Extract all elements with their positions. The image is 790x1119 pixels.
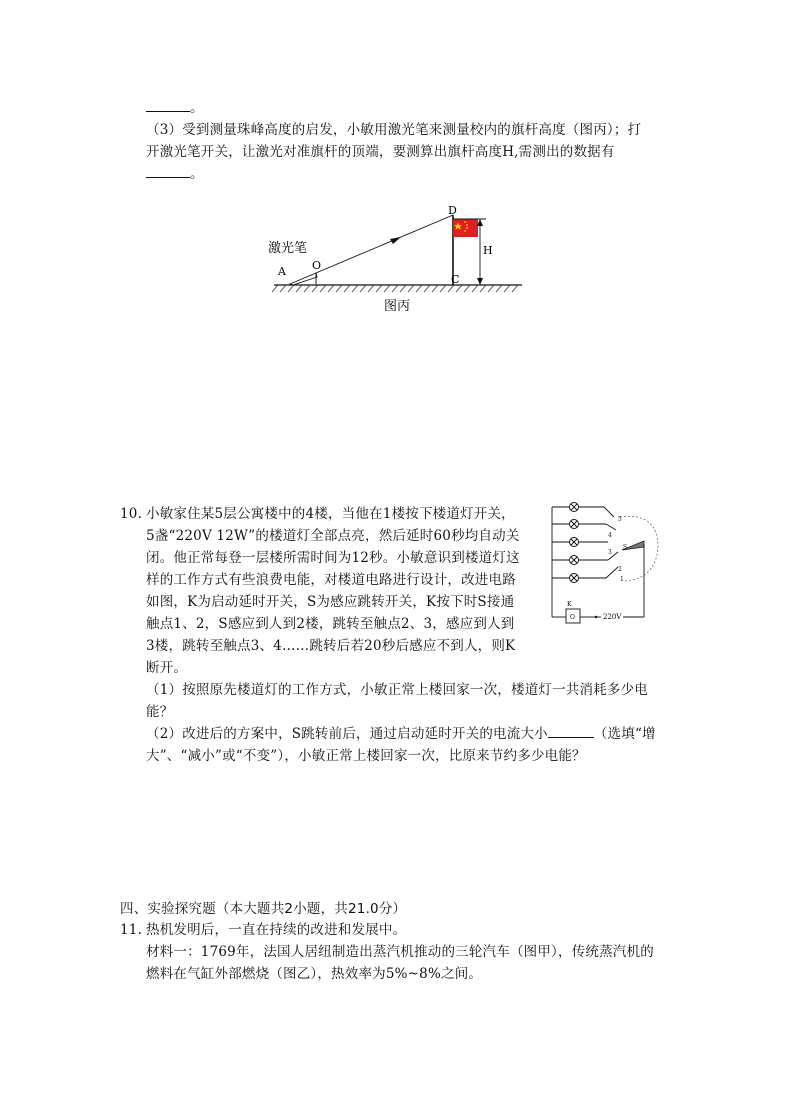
q11-line3: 燃料在气缸外部燃烧（图乙），热效率为5%~8%之间。 (146, 966, 483, 982)
q10-sub1-line1: （1）按照原先楼道灯的工作方式，小敏正常上楼回家一次，楼道灯一共消耗多少电 (146, 682, 648, 698)
height-H-label: H (483, 244, 493, 257)
contact-label: 2 (618, 566, 622, 573)
point-D-label: D (448, 204, 457, 217)
point-A-label: A (278, 265, 286, 278)
beam-arrow-icon (390, 237, 401, 244)
q10-stem-line: 闭。他正常每登一层楼所需时间为12秒。小敏意识到楼道灯这 (146, 550, 520, 566)
switch-K-label: K (567, 601, 572, 608)
q10-sub2-line2: 大”、“减小”或“不变”），小敏正常上楼回家一次，比原来节约多少电能？ (146, 748, 586, 764)
answer-blank[interactable] (146, 163, 190, 178)
q11-line1: 热机发明后，一直在持续的改进和发展中。 (146, 922, 407, 938)
lamp-icon (570, 538, 579, 547)
answer-blank-line: 。 (146, 97, 204, 119)
laser-pen-label: 激光笔 (268, 241, 308, 256)
q10-number: 10. (120, 506, 143, 522)
section-heading: 四、实验探究题（本大题共2小题，共21.0分） (120, 901, 407, 917)
q11-number: 11. (120, 922, 143, 938)
q9-part3-answer-line: 。 (146, 163, 204, 185)
contact-label: 4 (608, 532, 612, 539)
contact-label: 5 (618, 516, 622, 523)
switch-S-label: S (623, 544, 628, 551)
lamp-icon (570, 503, 579, 512)
stair-light-circuit-figure (548, 497, 670, 627)
q10-stem-line: 如图，K为启动延时开关，S为感应跳转开关，K按下时S接通 (146, 594, 515, 610)
q10-stem-line: 小敏家住某5层公寓楼中的4楼，当他在1楼按下楼道灯开关， (146, 506, 515, 522)
q10-stem-line: 5盏“220V 12W”的楼道灯全部点亮，然后延时60秒均自动关 (146, 528, 520, 544)
q10-stem-line: 触点1、2，S感应到人到2楼，跳转至触点2、3，感应到人到 (146, 616, 515, 632)
voltage-label: 220V (603, 613, 622, 621)
laser-pen-icon (290, 273, 317, 285)
lamp-icon (570, 574, 579, 583)
contact-label: 1 (620, 576, 624, 583)
q10-stem-line: 样的工作方式有些浪费电能，对楼道电路进行设计，改进电路 (146, 572, 516, 588)
svg-text:O: O (570, 614, 575, 621)
ground-hatching (272, 285, 518, 292)
figure-caption: 图丙 (384, 299, 411, 314)
q11-line2: 材料一：1769年，法国人居纽制造出蒸汽机推动的三轮汽车（图甲），传统蒸汽机的 (146, 944, 654, 960)
flagpole-figure (260, 200, 530, 318)
q9-part3-line2: 开激光笔开关，让激光对准旗杆的顶端，要测算出旗杆高度H,需测出的数据有 (146, 144, 615, 160)
point-C-label: C (451, 273, 460, 286)
lamp-icon (570, 556, 579, 565)
q10-stem-line: 断开。 (146, 660, 188, 676)
q9-part3-line1: （3）受到测量珠峰高度的启发，小敏用激光笔来测量校内的旗杆高度（图丙）；打 (146, 122, 642, 138)
lamp-icon (570, 520, 579, 529)
answer-blank[interactable] (146, 97, 190, 112)
point-O-label: O (312, 259, 322, 272)
laser-beam (316, 215, 453, 273)
q10-sub1-line2: 能？ (146, 704, 174, 720)
contact-label: 3 (608, 549, 612, 556)
q10-sub2-line1: （2）改进后的方案中，S跳转前后，通过启动延时开关的电流大小 （选填“增 (146, 723, 656, 745)
answer-blank[interactable] (548, 723, 594, 738)
q10-stem-line: 3楼，跳转至触点3、4……跳转后若20秒后感应不到人，则K (146, 638, 516, 654)
